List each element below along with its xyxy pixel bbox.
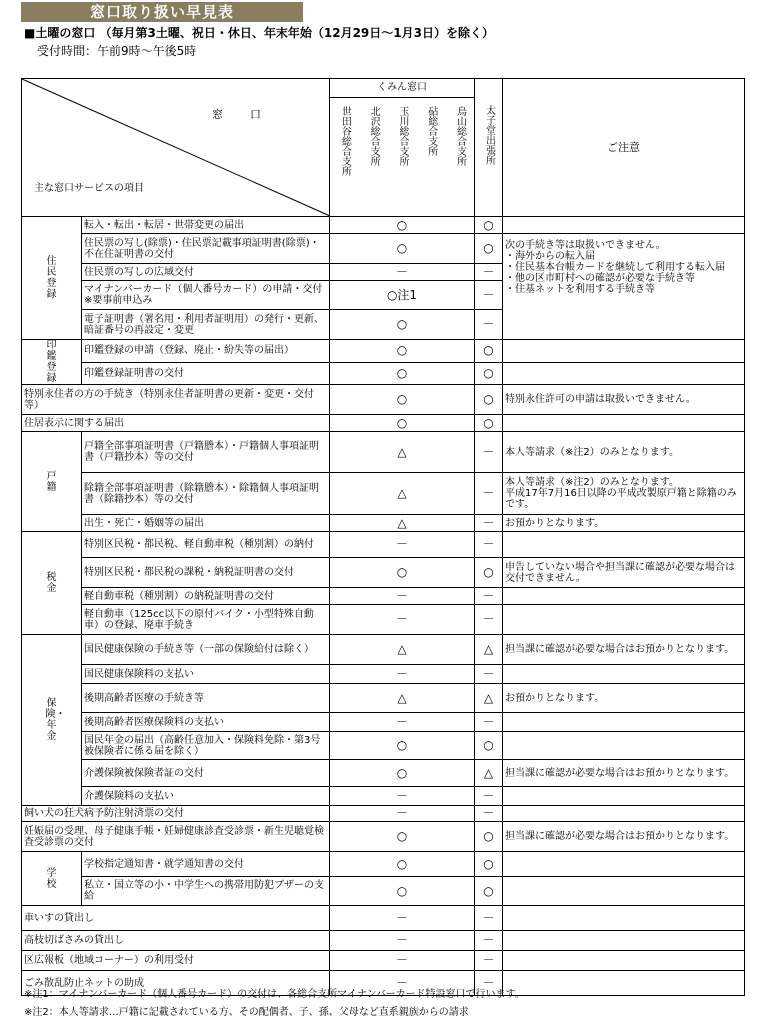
service-item: 住民票の写し(除票)・住民票記載事項証明書(除票)・不在住証明書の交付	[82, 234, 330, 264]
table-header-row	[22, 79, 745, 217]
taishido-availability: －	[475, 605, 503, 635]
kumin-availability: ○	[330, 385, 475, 415]
table-row	[22, 877, 745, 906]
kumin-availability: －	[330, 605, 475, 635]
taishido-availability: －	[475, 264, 503, 281]
header-kumin-cell	[330, 79, 475, 217]
service-note	[503, 362, 745, 385]
service-note	[503, 806, 745, 822]
service-item: 印鑑登録証明書の交付	[82, 362, 330, 385]
table-row	[22, 665, 745, 684]
kumin-availability: －	[330, 971, 475, 996]
service-item: 介護保険被保険者証の交付	[82, 760, 330, 787]
taishido-availability: －	[475, 473, 503, 515]
table-row	[22, 217, 745, 234]
service-note: お預かりとなります。	[503, 515, 745, 532]
taishido-availability: ○	[475, 877, 503, 906]
table-row	[22, 340, 745, 363]
service-note	[503, 713, 745, 732]
service-item: 住居表示に関する届出	[22, 415, 330, 432]
service-item: 私立・国立等の小・中学生への携帯用防犯ブザーの支給	[82, 877, 330, 906]
table-row	[22, 558, 745, 588]
table-row	[22, 362, 745, 385]
table-row	[22, 635, 745, 665]
header-notes-label: ご注意	[503, 79, 745, 217]
kumin-availability: ○	[330, 340, 475, 363]
table-row	[22, 473, 745, 515]
taishido-availability: ○	[475, 852, 503, 877]
service-item: 後期高齢者医療保険料の支払い	[82, 713, 330, 732]
kumin-availability: －	[330, 806, 475, 822]
taishido-availability: △	[475, 760, 503, 787]
service-item: 住民票の写しの広域交付	[82, 264, 330, 281]
table-row	[22, 951, 745, 971]
kumin-availability: ○	[330, 234, 475, 264]
service-note: 特別永住許可の申請は取扱いできません。	[503, 385, 745, 415]
service-note	[503, 217, 745, 234]
kumin-availability: －	[330, 665, 475, 684]
service-note	[503, 951, 745, 971]
header-services-label: 主な窓口サービスの項目	[34, 183, 144, 194]
page-title: 窓口取り扱い早見表	[21, 2, 303, 22]
category-zeikin: 税金	[22, 532, 82, 635]
service-note	[503, 906, 745, 931]
service-item: 学校指定通知書・就学通知書の交付	[82, 852, 330, 877]
taishido-availability: ○	[475, 234, 503, 264]
service-item: 国民健康保険の手続き等（一部の保険給付は除く）	[82, 635, 330, 665]
taishido-availability: －	[475, 665, 503, 684]
footnote-1: ※注1：マイナンバーカード（個人番号カード）の交付は、各総合支所マイナンバーカード特設窓口で行います。	[24, 989, 525, 1000]
service-item: 車いすの貸出し	[22, 906, 330, 931]
service-item: 軽自動車（125cc以下の原付バイク・小型特殊自動車）の登録、廃車手続き	[82, 605, 330, 635]
table-row	[22, 415, 745, 432]
kumin-availability: －	[330, 264, 475, 281]
taishido-availability: －	[475, 310, 503, 340]
kumin-availability: ○	[330, 877, 475, 906]
service-item: 特別区民税・都民税の課税・納税証明書の交付	[82, 558, 330, 588]
table-row	[22, 605, 745, 635]
service-note	[503, 588, 745, 605]
header-branch-kitazawa: 北沢総合支所	[368, 106, 380, 166]
kumin-availability: －	[330, 588, 475, 605]
service-item: 国民年金の届出（高齢任意加入・保険料免除・第3号被保険者に係る届を除く）	[82, 732, 330, 760]
category-hoken: 保険・年金	[22, 635, 82, 806]
service-note	[503, 605, 745, 635]
hours-line: 受付時間：午前9時～午後5時	[37, 44, 197, 58]
kumin-availability: ○	[330, 415, 475, 432]
header-branch-setagaya: 世田谷総合支所	[339, 106, 351, 176]
taishido-availability: ○	[475, 362, 503, 385]
table-row	[22, 760, 745, 787]
table-row	[22, 732, 745, 760]
taishido-availability: －	[475, 515, 503, 532]
header-diagonal-cell	[22, 79, 330, 217]
kumin-availability: ○	[330, 310, 475, 340]
kumin-availability: －	[330, 951, 475, 971]
footnote-2: ※注2：本人等請求…戸籍に記載されている方、その配偶者、子、孫、父母など直系親族からの請求	[24, 1007, 469, 1018]
kumin-availability: ○	[330, 852, 475, 877]
service-note	[503, 787, 745, 806]
kumin-availability: －	[330, 906, 475, 931]
taishido-availability: －	[475, 971, 503, 996]
taishido-availability: ○	[475, 217, 503, 234]
taishido-availability: ○	[475, 415, 503, 432]
table-row	[22, 432, 745, 473]
table-row	[22, 852, 745, 877]
table-row	[22, 906, 745, 931]
service-item: マイナンバーカード（個人番号カード）の申請・交付 ※要事前申込み	[82, 281, 330, 310]
taishido-availability: －	[475, 713, 503, 732]
table-row	[22, 234, 745, 264]
kumin-availability: △	[330, 473, 475, 515]
taishido-availability: ○	[475, 340, 503, 363]
service-item: ごみ散乱防止ネットの助成	[22, 971, 330, 996]
service-table	[21, 78, 745, 996]
taishido-availability: ○	[475, 558, 503, 588]
taishido-availability: ○	[475, 732, 503, 760]
service-note: 次の手続き等は取扱いできません。 ・海外からの転入届 ・住民基本台帳カードを継続して利用する転入届 ・他の区市町村への確認が必要な手続き等 ・住基ネットを利用する手続き等	[503, 234, 745, 340]
kumin-availability: ○	[330, 558, 475, 588]
diagonal-line	[22, 79, 332, 217]
kumin-availability: ○注1	[330, 281, 475, 310]
taishido-availability: －	[475, 532, 503, 558]
taishido-availability: －	[475, 931, 503, 951]
taishido-availability: －	[475, 281, 503, 310]
taishido-availability: △	[475, 684, 503, 713]
kumin-availability: －	[330, 787, 475, 806]
service-note	[503, 532, 745, 558]
table-row	[22, 385, 745, 415]
taishido-availability: －	[475, 951, 503, 971]
service-note: お預かりとなります。	[503, 684, 745, 713]
kumin-availability: △	[330, 684, 475, 713]
header-kumin-label: くみん窓口	[330, 79, 474, 98]
service-item: 転入・転出・転居・世帯変更の届出	[82, 217, 330, 234]
kumin-availability: －	[330, 532, 475, 558]
service-item: 妊娠届の受理、母子健康手帳・妊婦健康診査受診票・新生児聴覚検査受診票の交付	[22, 822, 330, 852]
service-note	[503, 971, 745, 996]
table-row	[22, 515, 745, 532]
service-note	[503, 665, 745, 684]
table-row	[22, 532, 745, 558]
header-taishido-label: 太子堂出張所	[483, 105, 495, 165]
service-item: 飼い犬の狂犬病予防注射済票の交付	[22, 806, 330, 822]
header-window-label: 窓 口	[212, 108, 269, 121]
service-note: 担当課に確認が必要な場合はお預かりとなります。	[503, 635, 745, 665]
service-item: 特別区民税・都民税、軽自動車税（種別割）の納付	[82, 532, 330, 558]
taishido-availability: ○	[475, 822, 503, 852]
header-taishido-cell	[475, 79, 503, 217]
service-note	[503, 340, 745, 363]
service-item: 後期高齢者医療の手続き等	[82, 684, 330, 713]
kumin-availability: ○	[330, 362, 475, 385]
service-item: 電子証明書（署名用・利用者証明用）の発行・更新、暗証番号の再設定・変更	[82, 310, 330, 340]
kumin-availability: －	[330, 713, 475, 732]
service-item: 印鑑登録の申請（登録、廃止・紛失等の届出）	[82, 340, 330, 363]
table-row	[22, 588, 745, 605]
taishido-availability: ○	[475, 385, 503, 415]
table-row	[22, 787, 745, 806]
service-item: 出生・死亡・婚姻等の届出	[82, 515, 330, 532]
category-koseki: 戸籍	[22, 432, 82, 532]
service-note: 申告していない場合や担当課に確認が必要な場合は交付できません。	[503, 558, 745, 588]
service-note	[503, 732, 745, 760]
service-note: 担当課に確認が必要な場合はお預かりとなります。	[503, 760, 745, 787]
kumin-availability: －	[330, 931, 475, 951]
service-note	[503, 415, 745, 432]
kumin-availability: ○	[330, 822, 475, 852]
category-gakkou: 学校	[22, 852, 82, 906]
kumin-availability: △	[330, 635, 475, 665]
service-item: 軽自動車税（種別割）の納税証明書の交付	[82, 588, 330, 605]
taishido-availability: －	[475, 787, 503, 806]
kumin-availability: △	[330, 515, 475, 532]
kumin-availability: △	[330, 432, 475, 473]
header-branch-karasuyama: 烏山総合支所	[454, 106, 466, 166]
saturday-window-line: ■土曜の窓口 （毎月第3土曜、祝日・休日、年末年始（12月29日～1月3日）を除く）	[24, 26, 494, 40]
service-note	[503, 931, 745, 951]
header-branch-list	[330, 98, 474, 216]
taishido-availability: －	[475, 432, 503, 473]
taishido-availability: △	[475, 635, 503, 665]
service-note	[503, 877, 745, 906]
category-juumin: 住民登録	[22, 217, 82, 340]
kumin-availability: ○	[330, 732, 475, 760]
kumin-availability: ○	[330, 760, 475, 787]
header-branch-kinuta: 砧総合支所	[425, 106, 437, 156]
service-item: 特別永住者の方の手続き（特別永住者証明書の更新・変更・交付等）	[22, 385, 330, 415]
service-item: 戸籍全部事項証明書（戸籍謄本）・戸籍個人事項証明書（戸籍抄本）等の交付	[82, 432, 330, 473]
table-row	[22, 806, 745, 822]
service-item: 介護保険料の支払い	[82, 787, 330, 806]
service-note	[503, 852, 745, 877]
service-note: 本人等請求（※注2）のみとなります。	[503, 432, 745, 473]
taishido-availability: －	[475, 806, 503, 822]
table-row	[22, 931, 745, 951]
service-item: 高枝切ばさみの貸出し	[22, 931, 330, 951]
table-row	[22, 713, 745, 732]
taishido-availability: －	[475, 588, 503, 605]
table-row	[22, 684, 745, 713]
service-item: 除籍全部事項証明書（除籍謄本）・除籍個人事項証明書（除籍抄本）等の交付	[82, 473, 330, 515]
taishido-availability: －	[475, 906, 503, 931]
category-inkan: 印鑑登録	[22, 340, 82, 385]
kumin-availability: ○	[330, 217, 475, 234]
service-note: 担当課に確認が必要な場合はお預かりとなります。	[503, 822, 745, 852]
service-item: 区広報板（地域コーナー）の利用受付	[22, 951, 330, 971]
table-row	[22, 822, 745, 852]
service-note: 本人等請求（※注2）のみとなります。 平成17年7月16日以降の平成改製原戸籍と除籍のみです。	[503, 473, 745, 515]
service-item: 国民健康保険料の支払い	[82, 665, 330, 684]
header-branch-tamagawa: 玉川総合支所	[396, 106, 408, 166]
